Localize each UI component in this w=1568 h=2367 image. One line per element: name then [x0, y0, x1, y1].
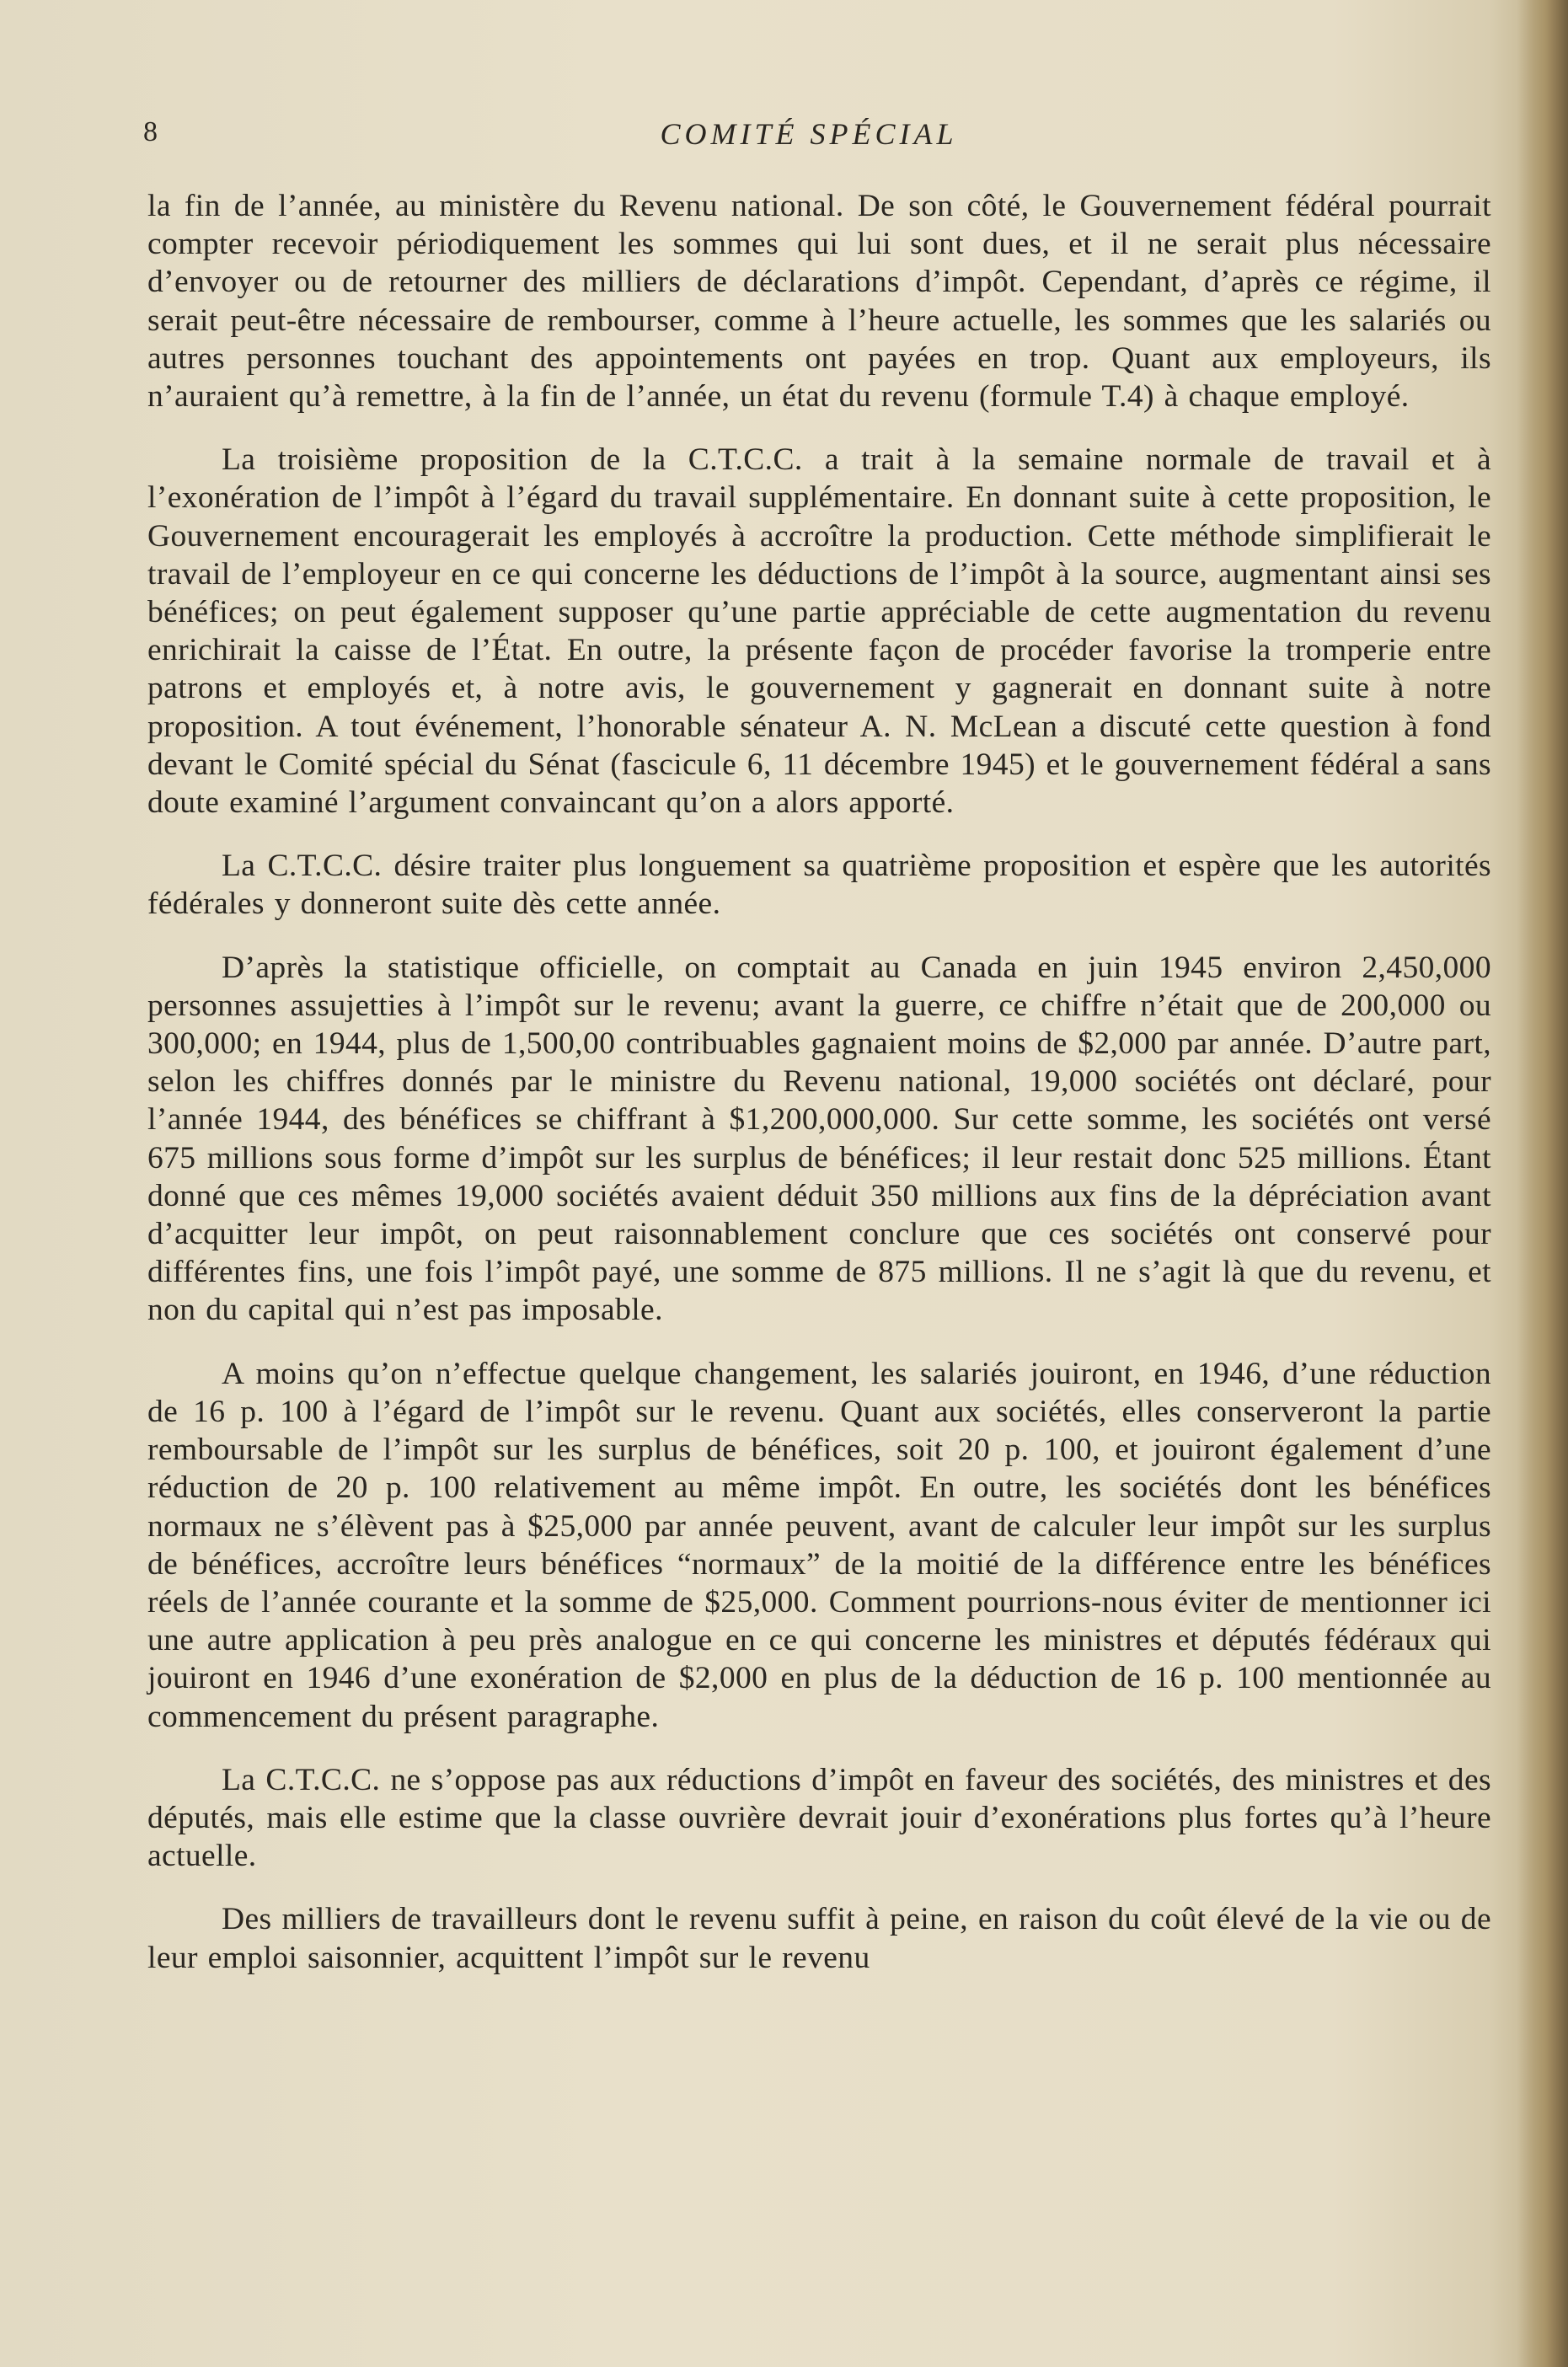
paragraph-tax-reductions: A moins qu’on n’effectue quelque changement, les salariés jouiront, en 1946, d’une réduction de 16 p. 100 à l’égard de l’impôt sur le revenu. Quant aux sociétés, elles conserveront la partie remboursable de l’impôt sur les surplus de bénéfices, soit 20 p. 100, et jouiront également d’une réduction de 20 p. 100 relativement au même impôt. En outre, les sociétés dont les bénéfices normaux ne s’élèvent pas à $25,000 par année peuvent, avant de calculer leur impôt sur les surplus de bénéfices, accroître leurs bénéfices “normaux” de la moitié de la différence entre les bénéfices réels de l’année courante et la somme de $25,000. Comment pourrions-nous éviter de mentionner ici une autre application à peu près analogue en ce qui concerne les ministres et députés fédéraux qui jouiront en 1946 d’une exonération de $2,000 en plus de la déduction de 16 p. 100 mentionnée au commencement du présent paragraphe.: [147, 1356, 1491, 1734]
page-binding-edge: [1517, 0, 1568, 2367]
page-number: 8: [143, 116, 158, 147]
paragraph-fourth-proposal: La C.T.C.C. désire traiter plus longuement sa quatrième proposition et espère que les autorités fédérales y donneront suite dès cette année.: [147, 849, 1491, 922]
paragraph-statistics: D’après la statistique officielle, on comptait au Canada en juin 1945 environ 2,450,000 personnes assujetties à l’impôt sur le revenu; avant la guerre, ce chiffre n’était que de 200,000 ou 300,000; en 1944, plus de 1,500,00 contribuables gagnaient moins de $2,000 par année. D’autre part, selon les chiffres donnés par le ministre du Revenu national, 19,000 sociétés ont déclaré, pour l’année 1944, des bénéfices se chiffrant à $1,200,000,000. Sur cette somme, les sociétés ont versé 675 millions sous forme d’impôt sur les surplus de bénéfices; il leur restait donc 525 millions. Étant donné que ces mêmes 19,000 sociétés avaient déduit 350 millions aux fins de la dépréciation avant d’acquitter leur impôt, on peut raisonnablement conclure que ces sociétés ont conservé pour différentes fins, une fois l’impôt payé, une somme de 875 millions. Il ne s’agit là que du revenu, et non du capital qui n’est pas imposable.: [147, 950, 1491, 1328]
running-title: COMITÉ SPÉCIAL: [660, 117, 958, 151]
page-header: [143, 110, 1474, 160]
body-text: [147, 187, 1491, 1977]
paragraph-third-proposal: La troisième proposition de la C.T.C.C. a trait à la semaine normale de travail et à l’exonération de l’impôt à l’égard du travail supplémentaire. En donnant suite à cette proposition, le Gouvernement encouragerait les employés à accroître la production. Cette méthode simplifierait le travail de l’employeur en ce qui concerne les déductions de l’impôt à la source, augmentant ainsi ses bénéfices; on peut également supposer qu’une partie appréciable de cette augmentation du revenu enrichirait la caisse de l’État. En outre, la présente façon de procéder favorise la tromperie entre patrons et employés et, à notre avis, le gouvernement y gagnerait en donnant suite à notre proposition. A tout événement, l’honorable sénateur A. N. McLean a discuté cette question à fond devant le Comité spécial du Sénat (fascicule 6, 11 décembre 1945) et le gouvernement fédéral a sans doute examiné l’argument convaincant qu’on a alors apporté.: [147, 442, 1491, 821]
paragraph-workers: Des milliers de travailleurs dont le revenu suffit à peine, en raison du coût élevé de la vie ou de leur emploi saisonnier, acquittent l’impôt sur le revenu: [147, 1902, 1491, 1975]
paragraph-continuation: la fin de l’année, au ministère du Revenu national. De son côté, le Gouvernement fédéral pourrait compter recevoir périodiquement les sommes qui lui sont dues, et il ne serait plus nécessaire d’envoyer ou de retourner des milliers de déclarations d’impôt. Cependant, d’après ce régime, il serait peut-être nécessaire de rembourser, comme à l’heure actuelle, les sommes que les salariés ou autres personnes touchant des appointements ont payées en trop. Quant aux employeurs, ils n’auraient qu’à remettre, à la fin de l’année, un état du revenu (formule T.4) à chaque employé.: [147, 189, 1491, 415]
paragraph-ctcc-position: La C.T.C.C. ne s’oppose pas aux réductions d’impôt en faveur des sociétés, des ministres et des députés, mais elle estime que la classe ouvrière devrait jouir d’exonérations plus fortes qu’à l’heure actuelle.: [147, 1762, 1491, 1874]
